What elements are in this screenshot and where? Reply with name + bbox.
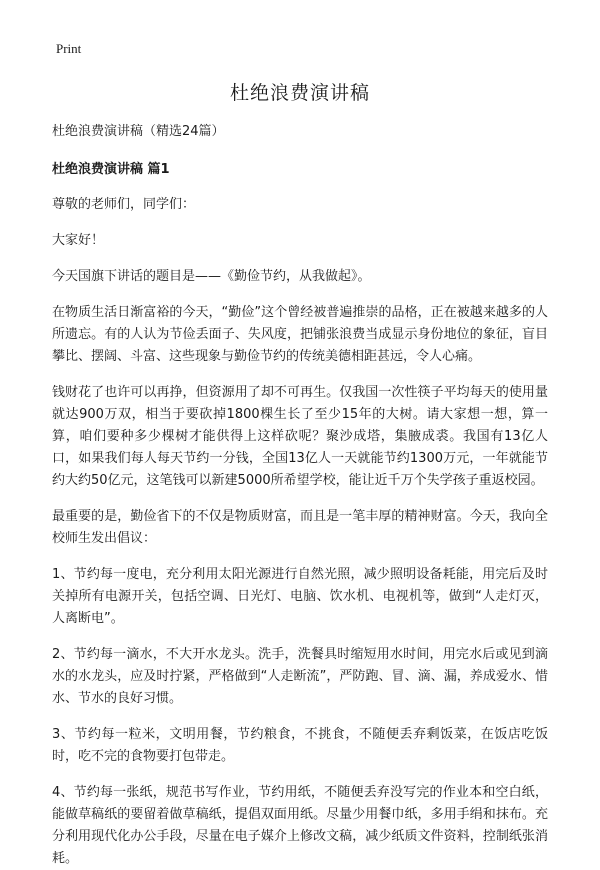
- document-subtitle: 杜绝浪费演讲稿（精选24篇）: [52, 124, 225, 139]
- paragraph-item-water: 2、节约每一滴水，不大开水龙头。洗手，洗餐具时缩短用水时间，用完水后或见到滴水的水龙头，应及时拧紧，严格做到“人走断流”，严防跑、冒、滴、漏，养成爱水、惜水、节水的良好习惯。: [52, 647, 548, 706]
- paragraph-item-electricity: 1、节约每一度电，充分利用太阳光源进行自然光照，减少照明设备耗能，用完后及时关掉所有电源开关，包括空调、日光灯、电脑、饮水机、电视机等，做到“人走灯灭，人离断电”。: [52, 567, 548, 626]
- paragraph-proposal: 最重要的是，勤俭省下的不仅是物质财富，而且是一笔丰厚的精神财富。今天，我向全校师生发出倡议：: [52, 509, 548, 546]
- section-heading: 杜绝浪费演讲稿 篇1: [52, 162, 170, 177]
- paragraph-item-rice: 3、节约每一粒米，文明用餐，节约粮食，不挑食，不随便丢弃剩饭菜，在饭店吃饭时，吃不完的食物要打包带走。: [52, 727, 548, 764]
- print-label: Print: [56, 41, 82, 56]
- paragraph-intro: 在物质生活日渐富裕的今天，“勤俭”这个曾经被普遍推崇的品格，正在被越来越多的人所遗忘。有的人认为节俭丢面子、失风度，把铺张浪费当成显示身份地位的象征，盲目攀比、摆阔、斗富、这些现象与勤俭节约的传统美德相距甚远，令人心痛。: [52, 305, 548, 364]
- paragraph-resources: 钱财花了也许可以再挣，但资源用了却不可再生。仅我国一次性筷子平均每天的使用量就达900万双，相当于要砍掉1800棵生长了至少15年的大树。请大家想一想，算一算，咱们要种多少棵树才能供得上这样砍呢？聚沙成塔，集腋成裘。我国有13亿人口，如果我们每人每天节约一分钱，全国13亿人一天就能节约1300万元，一年就能节约大约50亿元，这笔钱可以新建5000所希望学校，能让近千万个失学孩子重返校园。: [52, 385, 548, 488]
- paragraph-item-paper: 4、节约每一张纸，规范书写作业，节约用纸，不随便丢弃没写完的作业本和空白纸，能做草稿纸的要留着做草稿纸，提倡双面用纸。尽量少用餐巾纸，多用手绢和抹布。充分利用现代化办公手段，尽量在电子媒介上修改文稿，减少纸质文件资料，控制纸张消耗。: [52, 785, 548, 866]
- paragraph-hello: 大家好！: [52, 233, 105, 248]
- paragraph-greeting: 尊敬的老师们，同学们：: [52, 197, 196, 212]
- paragraph-topic: 今天国旗下讲话的题目是——《勤俭节约，从我做起》。: [52, 269, 371, 284]
- document-title: 杜绝浪费演讲稿: [229, 82, 370, 104]
